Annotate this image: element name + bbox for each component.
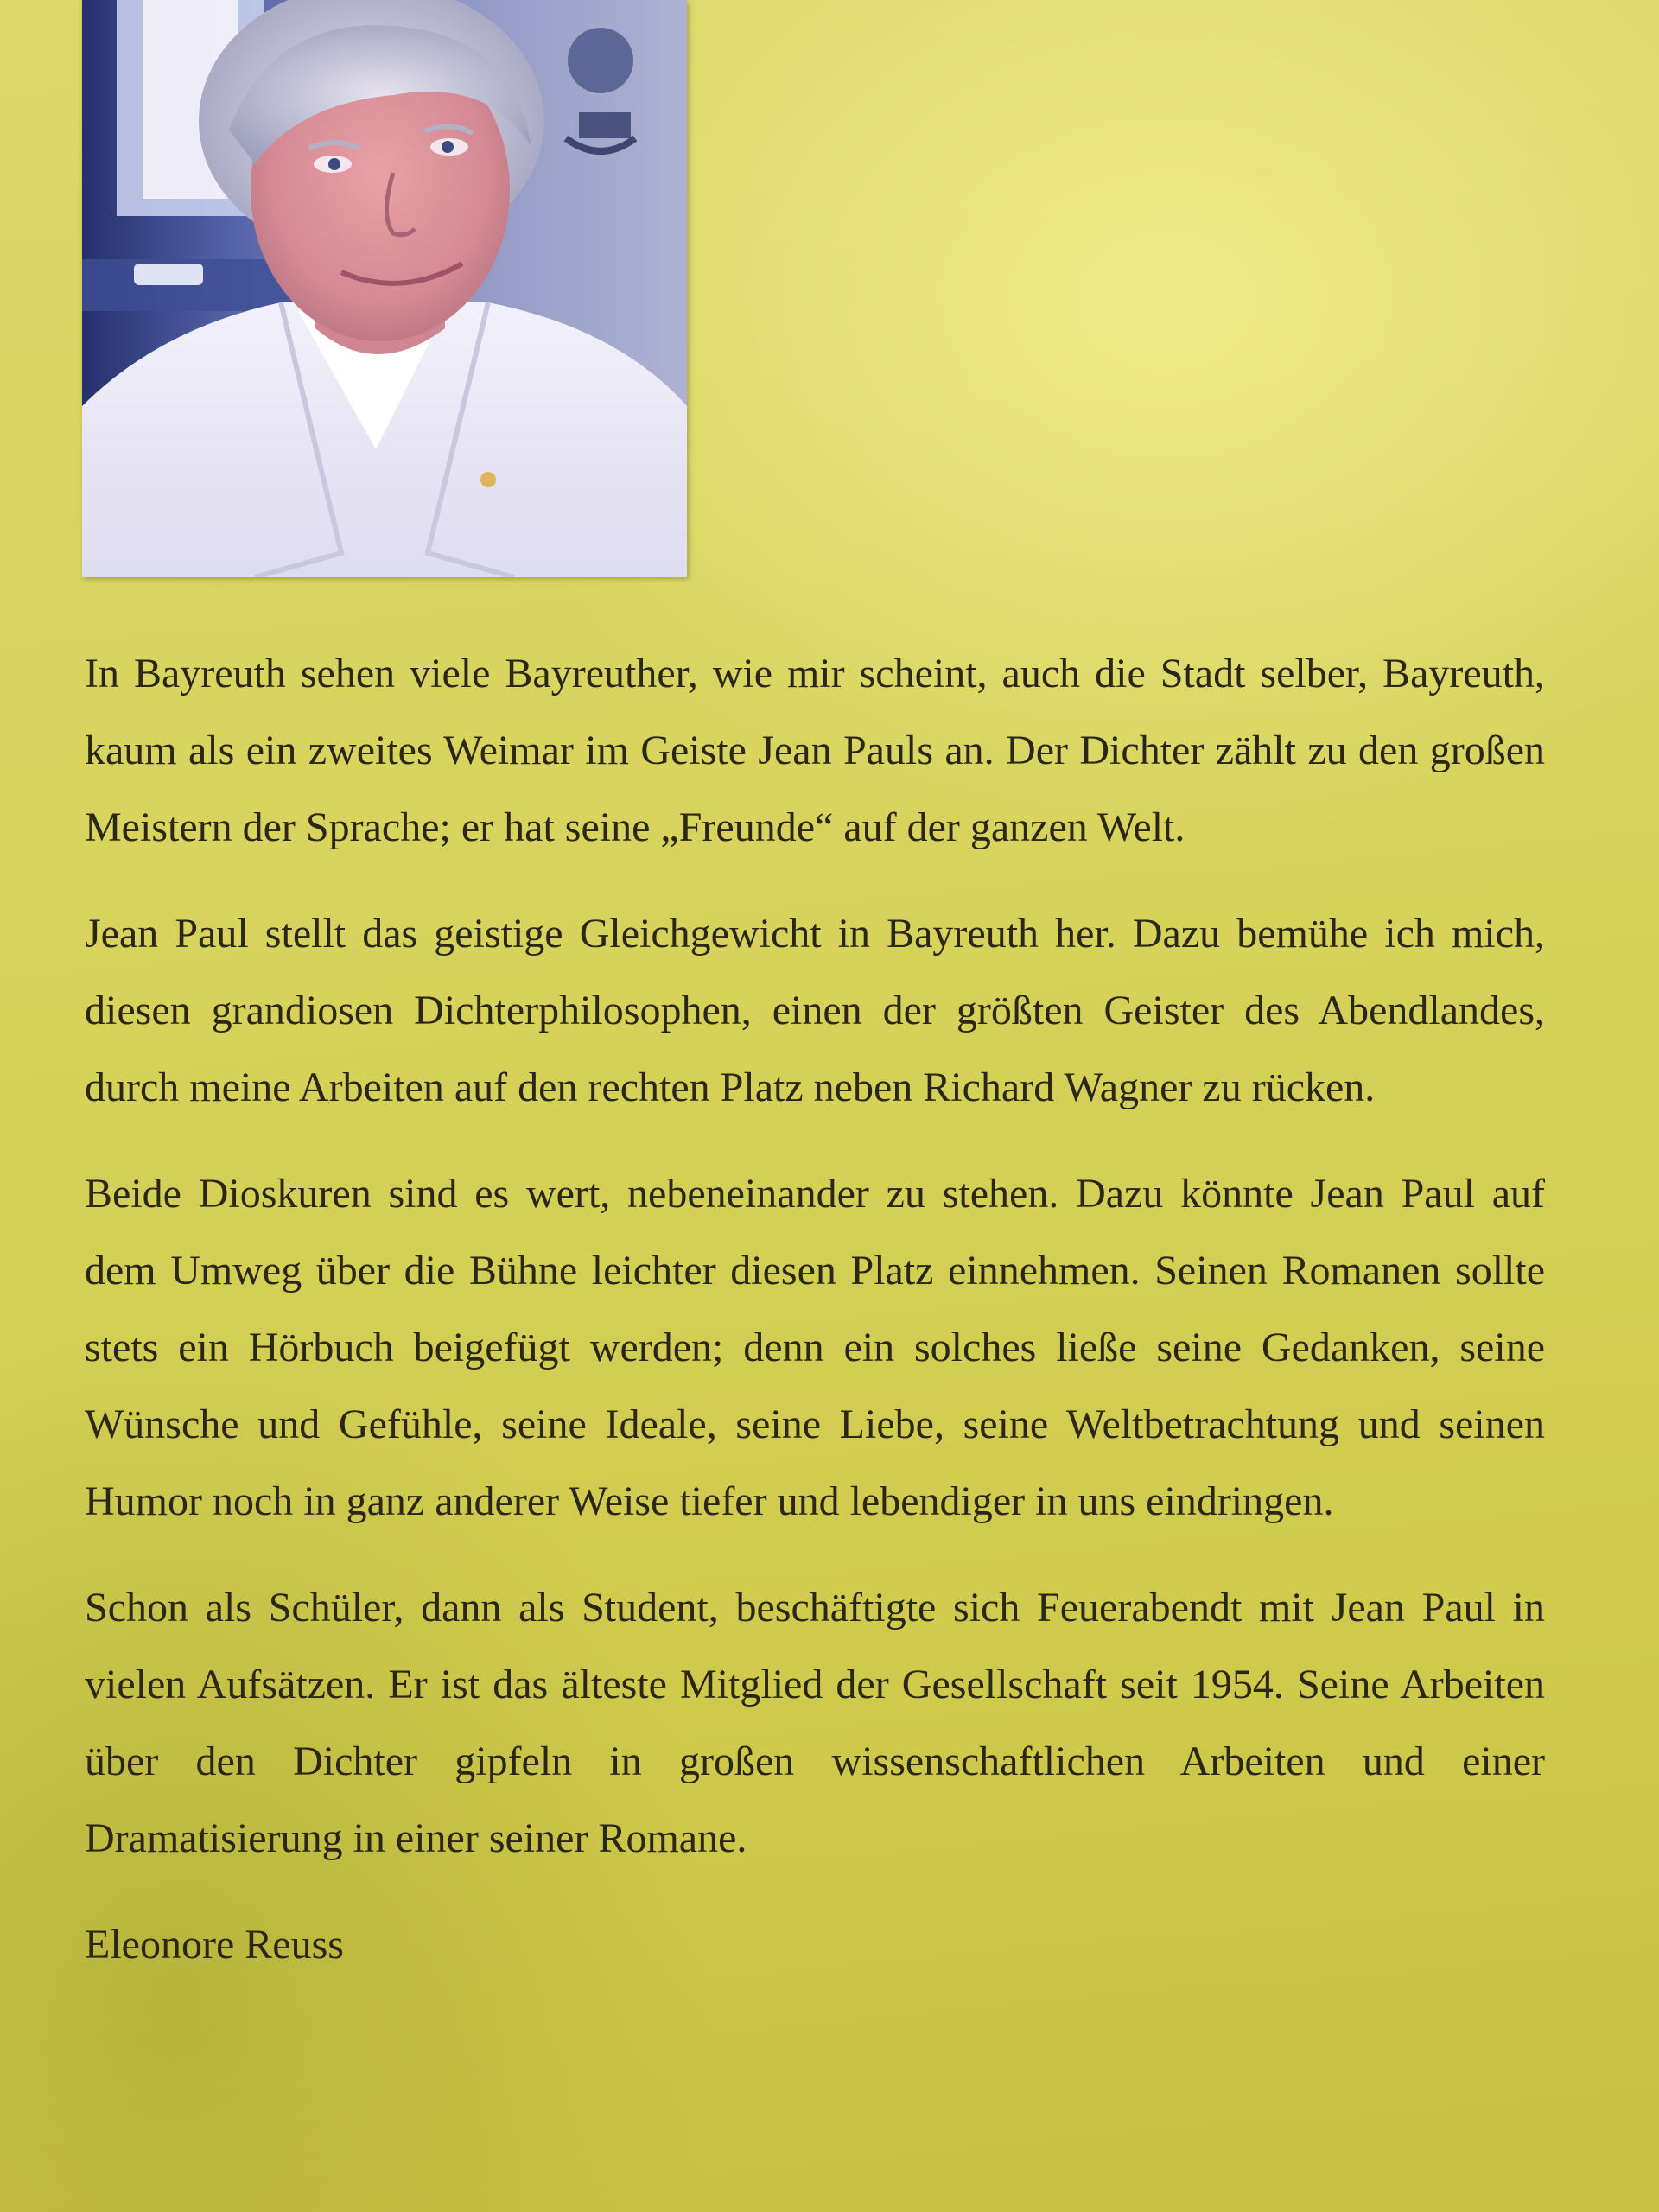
paragraph-4: Schon als Schüler, dann als Student, beschäftigte sich Feuerabendt mit Jean Paul in vielen Aufsätzen. Er ist das älteste Mitglied der Gesellschaft seit 1954. Seine Arbeiten über den Dichter gipfeln in großen wissenschaftlichen Arbeiten und einer Dramatisierung in einer seiner Romane. bbox=[85, 1585, 1545, 1861]
author-portrait-photo bbox=[82, 0, 687, 577]
author-signature: Eleonore Reuss bbox=[85, 1922, 344, 1967]
back-cover-text bbox=[85, 635, 1545, 1983]
author-portrait-illustration bbox=[82, 0, 687, 577]
paragraph-2: Jean Paul stellt das geistige Gleichgewicht in Bayreuth her. Dazu bemühe ich mich, diesen grandiosen Dichterphilosophen, einen der größten Geister des Abendlandes, durch meine Arbeiten auf den rechten Platz neben Richard Wagner zu rücken. bbox=[85, 911, 1545, 1110]
paragraph-3: Beide Dioskuren sind es wert, nebeneinander zu stehen. Dazu könnte Jean Paul auf dem Umweg über die Bühne leichter diesen Platz einnehmen. Seinen Romanen sollte stets ein Hörbuch beigefügt werden; denn ein solches ließe seine Gedanken, seine Wünsche und Gefühle, seine Ideale, seine Liebe, seine Weltbetrachtung und seinen Humor noch in ganz anderer Weise tiefer und lebendiger in uns eindringen. bbox=[85, 1171, 1545, 1524]
paragraph-1: In Bayreuth sehen viele Bayreuther, wie mir scheint, auch die Stadt selber, Bayreuth, kaum als ein zweites Weimar im Geiste Jean Pauls an. Der Dichter zählt zu den großen Meistern der Sprache; er hat seine „Freunde“ auf der ganzen Welt. bbox=[85, 651, 1545, 850]
